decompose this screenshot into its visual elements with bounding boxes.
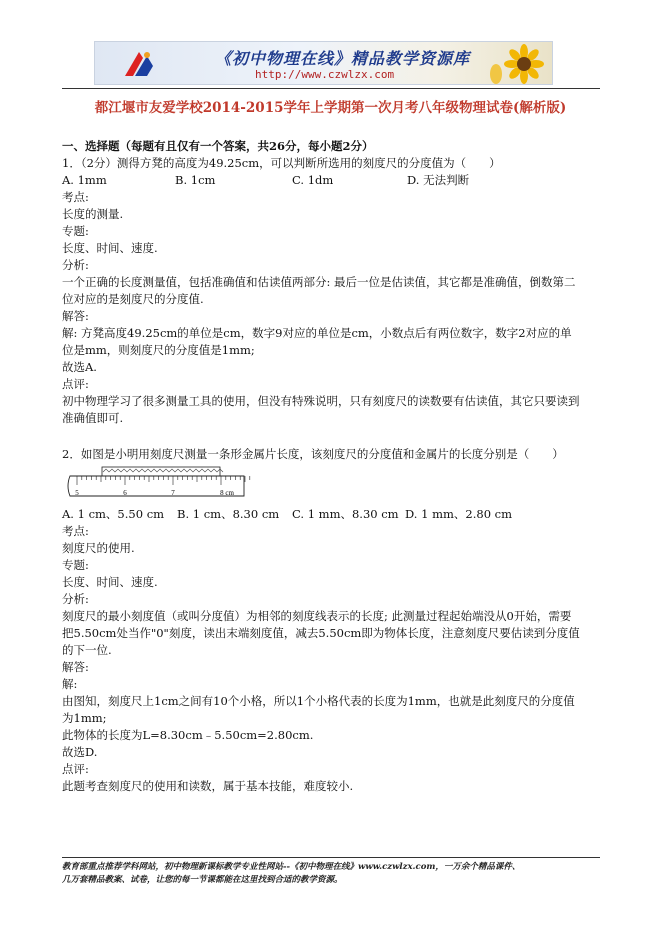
- sunflower-icon: [486, 44, 546, 84]
- ruler-label-7: 7: [171, 489, 175, 497]
- q1-fenxi-line1: 一个正确的长度测量值，包括准确值和估读值两部分: 最后一位是估读值，其它都是准确值，倒数第二: [62, 275, 576, 289]
- document-body: [62, 138, 602, 795]
- q1-option-a: A. 1mm: [62, 173, 107, 187]
- q2-zhuanti-label: 专题:: [62, 558, 89, 572]
- ruler-label-5: 5: [75, 489, 79, 497]
- section-heading: 一、选择题（每题有且仅有一个答案，共26分，每小题2分）: [62, 139, 374, 153]
- banner-title: 《初中物理在线》精品教学资源库: [215, 49, 471, 68]
- q2-option-d: D. 1 mm、2.80 cm: [405, 507, 513, 521]
- header-rule: [62, 88, 600, 89]
- q2-jieda-line1: 由图知，刻度尺上1cm之间有10个小格，所以1个小格代表的长度为1mm，也就是此刻度尺的分度值: [62, 694, 575, 708]
- banner-url: http://www.czwlzx.com: [255, 68, 395, 81]
- q1-zhuanti-label: 专题:: [62, 224, 89, 238]
- q2-options: [62, 506, 602, 523]
- q1-jieda-line2: 位是mm，则刻度尺的分度值是1mm;: [62, 343, 255, 357]
- q2-kaodian: 刻度尺的使用.: [62, 541, 135, 555]
- document-title: 都江堰市友爱学校2014-2015学年上学期第一次月考八年级物理试卷(解析版): [94, 100, 567, 116]
- q1-option-c: C. 1dm: [292, 173, 334, 187]
- q2-option-a: A. 1 cm、5.50 cm: [62, 507, 165, 521]
- ruler-label-8: 8 cm: [220, 489, 234, 497]
- q2-dianping-label: 点评:: [62, 762, 89, 776]
- ruler-figure: [64, 466, 264, 504]
- header-banner: [94, 41, 553, 85]
- q2-jieda-line3: 此物体的长度为L=8.30cm﹣5.50cm=2.80cm.: [62, 728, 314, 742]
- q1-dianping-line2: 准确值即可.: [62, 411, 124, 425]
- q2-fenxi-label: 分析:: [62, 592, 89, 606]
- ruler-diagram: [64, 466, 254, 504]
- q1-jieda-label: 解答:: [62, 309, 89, 323]
- q2-fenxi-line3: 的下一位.: [62, 643, 112, 657]
- q2-jieda-line2: 为1mm;: [62, 711, 107, 725]
- q2-jie: 解:: [62, 677, 78, 691]
- site-logo-icon: [121, 46, 157, 82]
- q1-option-b: B. 1cm: [175, 173, 216, 187]
- q1-options: [62, 172, 602, 189]
- q1-zhuanti: 长度、时间、速度.: [62, 241, 158, 255]
- q1-jieda-line1: 解: 方凳高度49.25cm的单位是cm，数字9对应的单位是cm，小数点后有两位数字，数字2对应的单: [62, 326, 572, 340]
- q2-zhuanti: 长度、时间、速度.: [62, 575, 158, 589]
- footer-line2: 几万套精品教案、试卷，让您的每一节课都能在这里找到合适的教学资源。: [62, 875, 343, 885]
- ruler-body: [68, 476, 244, 496]
- q2-option-b: B. 1 cm、8.30 cm: [177, 507, 280, 521]
- q1-fenxi-line2: 位对应的是刻度尺的分度值.: [62, 292, 204, 306]
- q1-option-d: D. 无法判断: [407, 173, 470, 187]
- q2-option-c: C. 1 mm、8.30 cm: [292, 507, 399, 521]
- q1-kaodian: 长度的测量.: [62, 207, 124, 221]
- q1-stem: 1．（2分）测得方凳的高度为49.25cm，可以判断所选用的刻度尺的分度值为（ ）: [62, 156, 501, 170]
- q2-kaodian-label: 考点:: [62, 524, 89, 538]
- q1-dianping-label: 点评:: [62, 377, 89, 391]
- q2-stem: 2．如图是小明用刻度尺测量一条形金属片长度，该刻度尺的分度值和金属片的长度分别是（ ）: [62, 447, 564, 461]
- footer-rule: [62, 857, 600, 858]
- q1-fenxi-label: 分析:: [62, 258, 89, 272]
- ruler-label-6: 6: [123, 489, 127, 497]
- q2-fenxi-line2: 把5.50cm处当作"0"刻度，读出末端刻度值，减去5.50cm即为物体长度，注意刻度尺要估读到分度值: [62, 626, 580, 640]
- q2-jieda-label: 解答:: [62, 660, 89, 674]
- q2-dianping-line1: 此题考查刻度尺的使用和读数，属于基本技能，难度较小.: [62, 779, 354, 793]
- footer-line1: 教育部重点推荐学科网站，初中物理新课标教学专业性网站--《初中物理在线》www.czwlzx.com，一万余个精品课件、: [62, 862, 521, 872]
- footer: [62, 861, 602, 887]
- q1-dianping-line1: 初中物理学习了很多测量工具的使用，但没有特殊说明，只有刻度尺的读数要有估读值，其它只要读到: [62, 394, 580, 408]
- q1-kaodian-label: 考点:: [62, 190, 89, 204]
- q2-answer: 故选D.: [62, 745, 98, 759]
- q2-fenxi-line1: 刻度尺的最小刻度值（或叫分度值）为相邻的刻度线表示的长度; 此测量过程起始端没从0开始，需要: [62, 609, 572, 623]
- metal-strip: [102, 467, 220, 476]
- q1-answer: 故选A.: [62, 360, 97, 374]
